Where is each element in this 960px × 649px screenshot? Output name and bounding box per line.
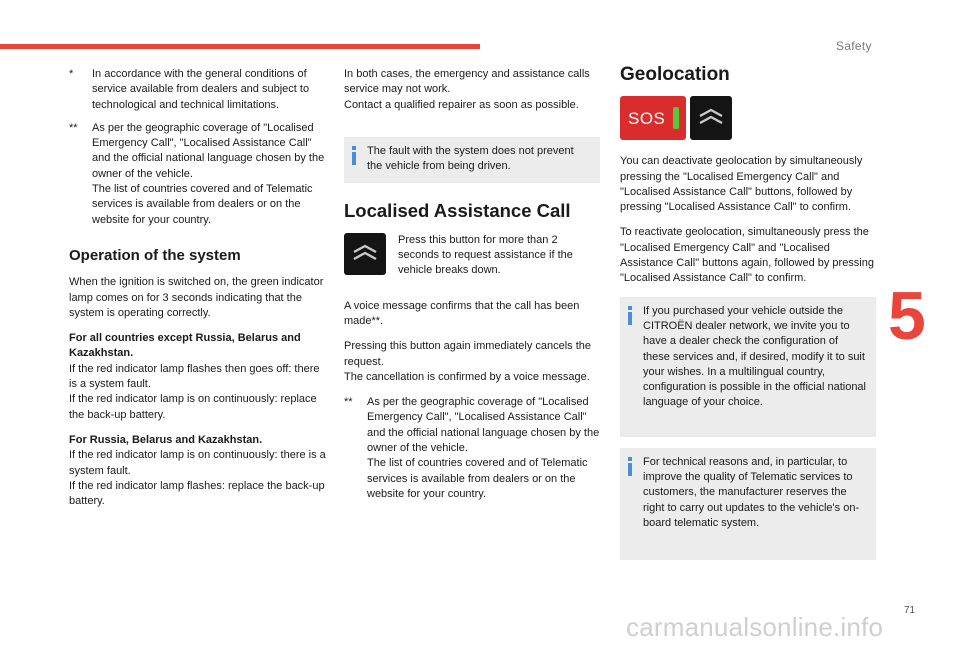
assistance-button-icon (344, 233, 386, 275)
assistance-button-icon (690, 96, 732, 140)
page-number: 71 (904, 605, 916, 616)
sos-button-icon (620, 96, 686, 140)
footnote-text-2: The list of countries covered and of Telematic services is available from dealers or on the website for your country. (367, 457, 588, 500)
paragraph: To reactivate geolocation, simultaneously press the "Localised Emergency Call" and "Localised Assistance Call" buttons again, followed by pressing "Localised Assistance Call" to confirm. (620, 226, 874, 285)
column-right (620, 65, 876, 560)
paragraph-line: Contact a qualified repairer as soon as possible. (344, 98, 579, 111)
info-text: If you purchased your vehicle outside the CITROËN dealer network, we invite you to have a dealer check the configuration of these services and, if desired, modify it to suit your wishes. In a multilingual country, configuration is possible in the official national language of your choice. (643, 304, 866, 409)
sos-label: SOS (628, 108, 666, 128)
info-text: The fault with the system does not prevent the vehicle from being driven. (367, 144, 574, 173)
paragraph: You can deactivate geolocation by simultaneously pressing the "Localised Emergency Call" and "Localised Assistance Call" buttons, followed by pressing "Localised Assistance Call" to confirm. (620, 155, 863, 214)
footnote-double (344, 395, 600, 502)
green-led-icon (673, 107, 679, 129)
footnote-single (69, 67, 327, 113)
info-text: For technical reasons and, in particular, to improve the quality of Telematic services to customers, the manufacturer reserves the right to carry out updates to the vehicle's on-board telematic system. (643, 455, 860, 529)
info-icon (628, 457, 633, 476)
paragraph: When the ignition is switched on, the green indicator lamp comes on for 3 seconds indicating that the system is operating correctly. (69, 276, 324, 319)
section-label: Safety (836, 39, 872, 53)
block-title: For Russia, Belarus and Kazakhstan. (69, 433, 263, 446)
press-instruction: Press this button for more than 2 seconds to request assistance if the vehicle breaks down. (398, 233, 573, 277)
footnote-mark: ** (69, 121, 78, 134)
block-line: If the red indicator lamp flashes then goes off: there is a system fault. (69, 362, 320, 391)
paragraph-block-1 (69, 331, 327, 423)
accent-bar (0, 44, 480, 49)
footnote-double (69, 121, 327, 228)
footnote-text: As per the geographic coverage of "Localised Emergency Call", "Localised Assistance Call" and the official national language chosen by the owner of the vehicle. (92, 121, 325, 180)
block-line: If the red indicator lamp is on continuously: there is a system fault. (69, 449, 326, 477)
column-left (69, 67, 327, 519)
info-icon (352, 146, 357, 165)
paragraph (344, 339, 600, 385)
footnote-text-2: The list of countries covered and of Telematic services is available from dealers or on the website for your country. (92, 183, 313, 226)
footnote-mark: * (69, 68, 74, 80)
info-box (344, 137, 600, 184)
heading-operation: Operation of the system (69, 246, 241, 264)
footnote-text: In accordance with the general conditions of service available from dealers and subject to technological and technical limitations. (92, 68, 310, 111)
footnote-text: As per the geographic coverage of "Localised Emergency Call", "Localised Assistance Call" and the official national language chosen by the owner of the vehicle. (367, 396, 600, 455)
paragraph: A voice message confirms that the call has been made**. (344, 299, 580, 327)
paragraph-line: Pressing this button again immediately cancels the request. (344, 340, 592, 368)
block-line: If the red indicator lamp flashes: replace the back-up battery. (69, 479, 325, 508)
paragraph-block-2 (69, 433, 327, 509)
block-title: For all countries except Russia, Belarus and Kazakhstan. (69, 332, 301, 360)
geolocation-buttons (620, 96, 876, 140)
paragraph-line: In both cases, the emergency and assistance calls service may not work. (344, 68, 590, 96)
info-box-updates (620, 448, 876, 560)
column-middle (344, 67, 600, 510)
info-icon (628, 306, 633, 325)
chapter-number: 5 (888, 278, 926, 354)
paragraph (344, 67, 600, 113)
heading-geolocation: Geolocation (620, 64, 730, 85)
assistance-button-row (344, 233, 600, 279)
info-box-dealer (620, 297, 876, 437)
block-line: If the red indicator lamp is on continuously: replace the back-up battery. (69, 393, 317, 421)
footnote-mark: ** (344, 396, 353, 409)
watermark: carmanualsonline.info (626, 612, 884, 642)
heading-localised-assistance: Localised Assistance Call (344, 200, 571, 222)
paragraph-line: The cancellation is confirmed by a voice message. (344, 370, 590, 383)
